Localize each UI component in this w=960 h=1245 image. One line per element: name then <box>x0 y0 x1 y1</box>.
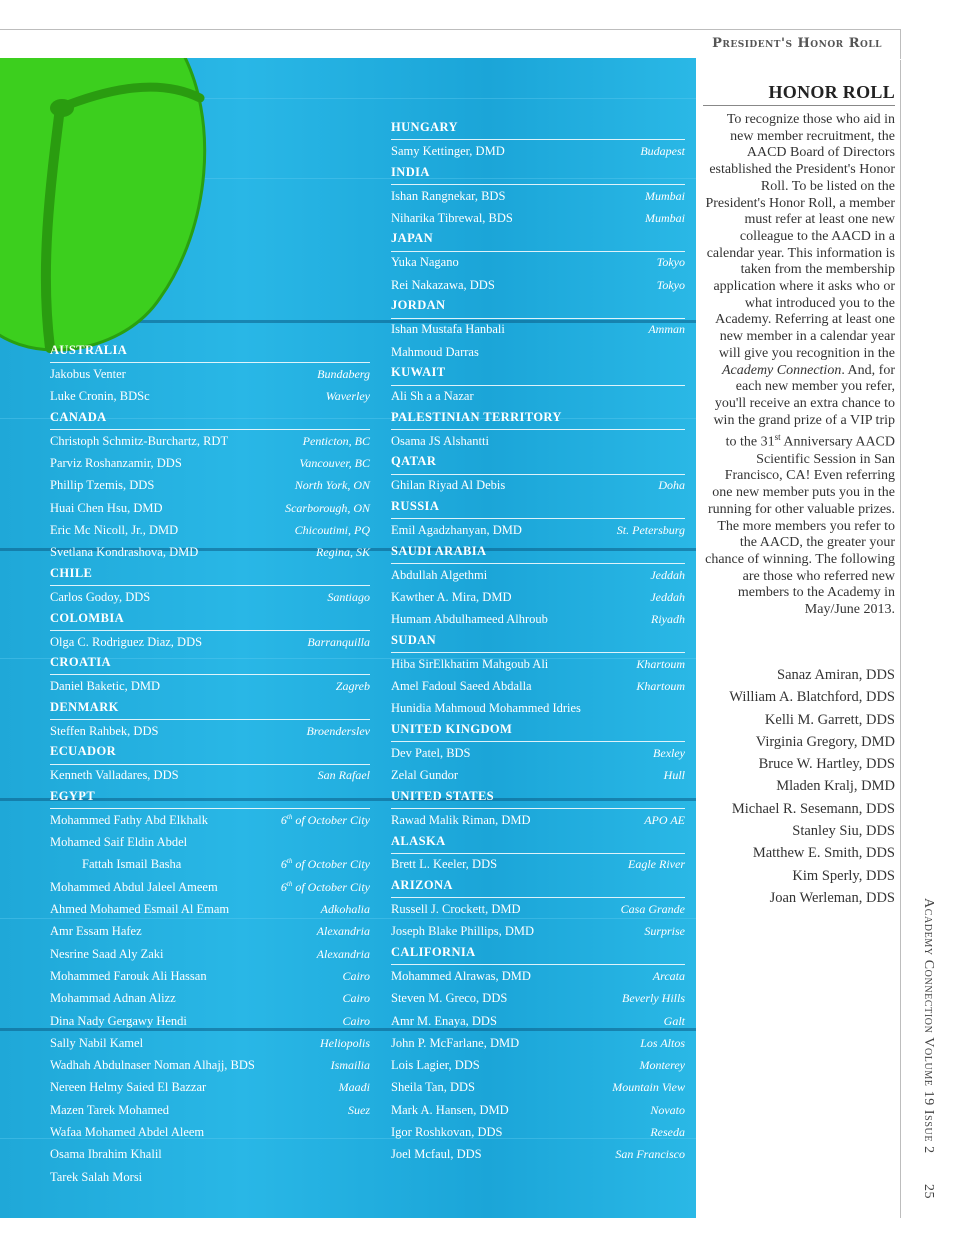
country-heading: SAUDI ARABIA <box>391 542 685 564</box>
member-row <box>50 1166 370 1188</box>
member-city: San Francisco <box>615 1147 685 1162</box>
member-row <box>50 475 370 497</box>
member-name: Hunidia Mahmoud Mohammed Idries <box>391 701 581 716</box>
member-row <box>50 1099 370 1121</box>
member-row <box>50 1010 370 1032</box>
member-city: Santiago <box>327 589 370 604</box>
honor-roll-left-column <box>50 341 370 1188</box>
country-heading: CANADA <box>50 408 370 430</box>
referrer-name: Sanaz Amiran, DDS <box>777 667 895 683</box>
member-row <box>50 1121 370 1143</box>
member-row <box>391 252 685 274</box>
country-heading: COLOMBIA <box>50 609 370 631</box>
referrer-name: Joan Werleman, DDS <box>769 889 895 906</box>
member-name: Brett L. Keeler, DDS <box>391 857 498 872</box>
country-heading: PALESTINIAN TERRITORY <box>391 408 685 430</box>
member-name: Kenneth Valladares, DDS <box>50 768 179 783</box>
member-city: Khartoum <box>636 656 685 671</box>
referrer-names-list <box>703 664 895 909</box>
member-name: Mohammed Fathy Abd Elkhalk <box>50 812 208 827</box>
member-city: Tokyo <box>656 255 685 270</box>
member-city: Los Altos <box>640 1035 685 1050</box>
member-name: Mohammed Farouk Ali Hassan <box>50 968 207 983</box>
member-row <box>50 832 370 854</box>
member-row <box>391 809 685 831</box>
flip-flop-icon <box>0 58 260 388</box>
member-row <box>391 653 685 675</box>
member-city: Budapest <box>640 143 685 158</box>
member-name: Joseph Blake Phillips, DMD <box>391 924 535 939</box>
country-heading: JAPAN <box>391 229 685 251</box>
member-name: Osama JS Alshantti <box>391 433 489 448</box>
member-row <box>50 1055 370 1077</box>
member-name: Mark A. Hansen, DMD <box>391 1102 509 1117</box>
member-name: Dev Patel, BDS <box>391 745 471 760</box>
member-row <box>391 675 685 697</box>
member-row <box>391 742 685 764</box>
member-name: Tarek Salah Morsi <box>50 1169 143 1184</box>
member-name: Olga C. Rodriguez Diaz, DDS <box>50 634 203 649</box>
member-name: Wafaa Mohamed Abdel Aleem <box>50 1125 205 1140</box>
country-heading: CALIFORNIA <box>391 943 685 965</box>
member-name: Kawther A. Mira, DMD <box>391 589 512 604</box>
country-heading: QATAR <box>391 452 685 474</box>
member-city: Monterey <box>639 1058 685 1073</box>
member-name: Eric Mc Nicoll, Jr., DMD <box>50 523 179 538</box>
member-name: Emil Agadzhanyan, DMD <box>391 522 522 537</box>
member-row <box>391 1010 685 1032</box>
referrer-name: Mladen Kralj, DMD <box>776 778 895 795</box>
member-row <box>391 1099 685 1121</box>
member-row <box>50 943 370 965</box>
member-name: Huai Chen Hsu, DMD <box>50 500 163 515</box>
member-city: Arcata <box>652 968 685 983</box>
referrer-name: Virginia Gregory, DMD <box>755 733 895 750</box>
country-heading: CROATIA <box>50 653 370 675</box>
member-name: Mohammed Abdul Jaleel Ameem <box>50 879 218 894</box>
member-name: Ghilan Riyad Al Debis <box>391 478 506 493</box>
member-city: North York, ON <box>294 478 370 493</box>
member-name: Russell J. Crockett, DMD <box>391 902 521 917</box>
publication-info: Academy Connection Volume 19 Issue 2 <box>921 898 936 1154</box>
member-name: Mohammad Adnan Alizz <box>50 991 176 1006</box>
member-city: Cairo <box>342 991 370 1006</box>
member-row <box>50 988 370 1010</box>
top-rule <box>0 29 900 30</box>
member-row <box>50 519 370 541</box>
member-city: Jeddah <box>650 589 685 604</box>
member-city: Ismailia <box>330 1058 370 1073</box>
member-name: Jakobus Venter <box>50 366 126 381</box>
country-heading: EGYPT <box>50 787 370 809</box>
member-row <box>50 720 370 742</box>
member-name: Ishan Mustafa Hanbali <box>391 322 505 337</box>
member-row <box>50 965 370 987</box>
member-name: Niharika Tibrewal, BDS <box>391 210 513 225</box>
member-city: Cairo <box>342 968 370 983</box>
running-header: President's Honor Roll <box>712 36 882 51</box>
member-row <box>50 675 370 697</box>
member-row <box>391 1032 685 1054</box>
country-heading: INDIA <box>391 163 685 185</box>
member-row <box>50 809 370 831</box>
member-row <box>50 542 370 564</box>
member-row <box>50 497 370 519</box>
member-row <box>391 341 685 363</box>
country-heading: AUSTRALIA <box>50 341 370 363</box>
member-name: Ahmed Mohamed Esmail Al Emam <box>50 902 230 917</box>
member-city: Regina, SK <box>316 545 370 560</box>
referrer-name: Kim Sperly, DDS <box>792 867 895 884</box>
page-number: 25 <box>921 1183 936 1200</box>
member-city: Barranquilla <box>307 634 370 649</box>
member-name: Rawad Malik Riman, DMD <box>391 812 531 827</box>
country-heading: CHILE <box>50 564 370 586</box>
member-city: Alexandria <box>316 924 370 939</box>
member-name: Steffen Rahbek, DDS <box>50 723 159 738</box>
member-city: 6th of October City <box>280 857 370 872</box>
member-row <box>50 921 370 943</box>
member-city: Amman <box>648 322 685 337</box>
member-city: Hull <box>663 768 685 783</box>
country-heading: UNITED KINGDOM <box>391 720 685 742</box>
member-name: Zelal Gundor <box>391 768 458 783</box>
member-row <box>50 898 370 920</box>
member-city: Doha <box>658 478 685 493</box>
member-name: Ali Sh a a Nazar <box>391 389 474 404</box>
country-heading: HUNGARY <box>391 118 685 140</box>
member-row <box>50 1077 370 1099</box>
member-row <box>391 898 685 920</box>
member-city: Tokyo <box>656 277 685 292</box>
country-heading: ALASKA <box>391 832 685 854</box>
member-row <box>391 988 685 1010</box>
member-city: Khartoum <box>636 679 685 694</box>
country-heading: SUDAN <box>391 631 685 653</box>
member-row <box>50 1144 370 1166</box>
member-row <box>391 564 685 586</box>
member-name: Mazen Tarek Mohamed <box>50 1102 169 1117</box>
member-name: John P. McFarlane, DMD <box>391 1035 520 1050</box>
member-name: Amel Fadoul Saeed Abdalla <box>391 679 532 694</box>
member-row <box>50 430 370 452</box>
member-name: Mahmoud Darras <box>391 344 479 359</box>
member-city: Adkohalia <box>320 902 370 917</box>
member-name: Dina Nady Gergawy Hendi <box>50 1013 187 1028</box>
member-city: APO AE <box>644 812 685 827</box>
member-city: Eagle River <box>628 857 685 872</box>
member-row <box>391 1144 685 1166</box>
member-name: Mohammed Alrawas, DMD <box>391 968 531 983</box>
member-row <box>391 921 685 943</box>
member-row <box>50 386 370 408</box>
country-heading: RUSSIA <box>391 497 685 519</box>
header-divider <box>900 29 901 59</box>
member-name: Hiba SirElkhatim Mahgoub Ali <box>391 656 549 671</box>
member-city: Mountain View <box>612 1080 685 1095</box>
member-row <box>391 386 685 408</box>
member-city: 6th of October City <box>280 879 370 894</box>
member-name: Nesrine Saad Aly Zaki <box>50 946 164 961</box>
member-name: Sally Nabil Kamel <box>50 1035 144 1050</box>
member-city: Maadi <box>338 1080 370 1095</box>
member-name: Ishan Rangnekar, BDS <box>391 188 506 203</box>
member-row <box>50 765 370 787</box>
member-name: Osama Ibrahim Khalil <box>50 1147 162 1162</box>
member-row <box>391 609 685 631</box>
country-heading: KUWAIT <box>391 363 685 385</box>
member-city: Cairo <box>342 1013 370 1028</box>
member-name: Humam Abdulhameed Alhroub <box>391 612 548 627</box>
member-row <box>391 185 685 207</box>
member-row <box>391 207 685 229</box>
country-heading: UNITED STATES <box>391 787 685 809</box>
member-city: Mumbai <box>645 188 685 203</box>
member-city: Chicoutimi, PQ <box>294 523 370 538</box>
member-city: Casa Grande <box>620 902 685 917</box>
vertical-footer <box>912 898 936 1208</box>
referrer-name: William A. Blatchford, DDS <box>729 689 895 706</box>
member-name: Daniel Baketic, DMD <box>50 679 161 694</box>
member-row <box>391 586 685 608</box>
member-city: San Rafael <box>317 768 370 783</box>
member-row <box>391 698 685 720</box>
country-heading: DENMARK <box>50 698 370 720</box>
member-row <box>391 854 685 876</box>
member-city: Alexandria <box>316 946 370 961</box>
member-name: Joel Mcfaul, DDS <box>391 1147 482 1162</box>
member-row <box>50 363 370 385</box>
honor-roll-middle-column <box>391 118 685 1166</box>
member-row <box>391 1054 685 1076</box>
member-name: Steven M. Greco, DDS <box>391 991 508 1006</box>
member-city: Beverly Hills <box>622 991 685 1006</box>
member-city: Heliopolis <box>320 1035 370 1050</box>
member-row <box>391 430 685 452</box>
member-name: Mohamed Saif Eldin Abdel <box>50 835 188 850</box>
member-name: Yuka Nagano <box>391 255 459 270</box>
member-row <box>391 965 685 987</box>
member-name: Abdullah Algethmi <box>391 567 488 582</box>
member-name: Svetlana Kondrashova, DMD <box>50 545 199 560</box>
member-city: Waverley <box>325 389 370 404</box>
member-name: Samy Kettinger, DMD <box>391 143 505 158</box>
referrer-name: Kelli M. Garrett, DDS <box>764 711 895 728</box>
member-row <box>50 1032 370 1054</box>
member-name: Sheila Tan, DDS <box>391 1080 475 1095</box>
country-heading: ARIZONA <box>391 876 685 898</box>
member-name: Amr Essam Hafez <box>50 924 142 939</box>
member-name: Amr M. Enaya, DDS <box>391 1013 497 1028</box>
member-city: Penticton, BC <box>302 433 370 448</box>
member-city: Zagreb <box>335 679 370 694</box>
member-city: Suez <box>348 1102 370 1117</box>
member-city: Galt <box>663 1013 685 1028</box>
member-row <box>391 1077 685 1099</box>
member-row <box>50 854 370 876</box>
member-city: St. Petersburg <box>616 522 685 537</box>
member-city: Reseda <box>650 1125 685 1139</box>
right-margin-rule <box>900 60 901 1218</box>
member-city: Scarborough, ON <box>285 500 370 515</box>
member-name: Luke Cronin, BDSc <box>50 389 150 404</box>
member-row <box>391 1121 685 1143</box>
member-row <box>391 140 685 162</box>
member-row <box>391 475 685 497</box>
sidebar-description: To recognize those who aid in new member recruitment, the AACD Board of Directors established the President's Honor Roll. To be listed on the President's Honor Roll, a member must refer at least one new colleague to the AACD in a calendar year. This information is taken from the membership application where it asks who or what introduced you to the Academy. Referring at least one new member in a calendar year will give you recognition in the Academy Connection. And, for each new member you refer, you'll receive an extra chance to win the grand prize of a VIP trip to the 31st Anniversary AACD Scientific Session in San Francisco, CA! Even referring one new member puts you in the running for other valuable prizes. The more members you refer to the AACD, the greater your chance of winning. The following are those who referred new members to the Academy in May/June 2013. <box>705 112 895 618</box>
member-name: Wadhah Abdulnaser Noman Alhajj, BDS <box>50 1058 255 1073</box>
member-row <box>50 452 370 474</box>
member-name: Igor Roshkovan, DDS <box>391 1125 503 1139</box>
member-name: Christoph Schmitz-Burchartz, RDT <box>50 433 229 448</box>
referrer-name: Matthew E. Smith, DDS <box>752 845 895 862</box>
member-row <box>391 519 685 541</box>
member-name: Parviz Roshanzamir, DDS <box>50 456 182 471</box>
member-row <box>50 631 370 653</box>
member-row <box>50 876 370 898</box>
referrer-name: Stanley Siu, DDS <box>792 823 895 840</box>
member-name: Carlos Godoy, DDS <box>50 589 151 604</box>
member-row <box>391 274 685 296</box>
member-city: Surprise <box>644 924 685 939</box>
member-city: Bexley <box>653 745 685 760</box>
honor-roll-sidebar <box>703 82 895 619</box>
member-row <box>50 586 370 608</box>
member-name: Fattah Ismail Basha <box>82 857 182 872</box>
member-name: Rei Nakazawa, DDS <box>391 277 495 292</box>
member-city: Mumbai <box>645 210 685 225</box>
member-row <box>391 765 685 787</box>
country-heading: ECUADOR <box>50 742 370 764</box>
member-name: Lois Lagier, DDS <box>391 1058 480 1073</box>
member-name: Phillip Tzemis, DDS <box>50 478 155 493</box>
referrer-name: Michael R. Sesemann, DDS <box>731 800 895 817</box>
member-city: Novato <box>650 1102 685 1117</box>
member-city: Riyadh <box>651 612 685 627</box>
member-city: Jeddah <box>650 567 685 582</box>
member-city: Vancouver, BC <box>299 456 370 471</box>
member-city: Bundaberg <box>317 366 370 381</box>
sidebar-title: HONOR ROLL <box>703 82 895 106</box>
referrer-name: Bruce W. Hartley, DDS <box>758 756 895 773</box>
member-city: 6th of October City <box>280 812 370 827</box>
member-name: Nereen Helmy Saied El Bazzar <box>50 1080 207 1095</box>
member-row <box>391 319 685 341</box>
member-city: Broenderslev <box>306 723 370 738</box>
country-heading: JORDAN <box>391 296 685 318</box>
